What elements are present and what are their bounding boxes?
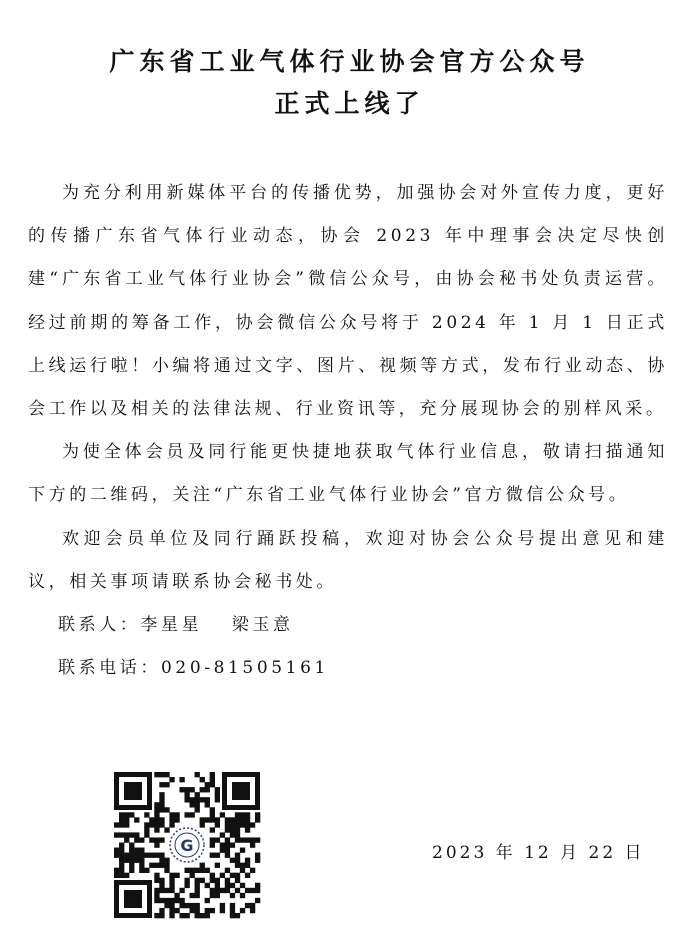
logo-letter: G [180, 836, 194, 855]
contact-phone: 联系电话：020-81505161 [58, 658, 329, 679]
wechat-qr-code-icon [112, 770, 262, 920]
paragraph-2: 为使全体会员及同行能更快捷地获取气体行业信息，敬请扫描通知下方的二维码，关注“广东省工业气体行业协会”官方微信公众号。 [28, 442, 668, 506]
issue-date: 2023 年 12 月 22 日 [432, 843, 645, 863]
paragraph-1: 为充分利用新媒体平台的传播优势，加强协会对外宣传力度，更好的传播广东省气体行业动态，协会 2023 年中理事会决定尽快创建“广东省工业气体行业协会”微信公众号，由协会秘书处负责运营。经过前期的筹备工作，协会微信公众号将于 2024 年 1 月 1 日正式上线运行啦！小编将通过文字、图片、视频等方式，发布行业动态、协会工作以及相关的法律法规、行业资讯等，充分展现协会的别样风采。 [28, 183, 668, 420]
page-title: 广东省工业气体行业协会官方公众号 [109, 47, 590, 76]
page-subtitle: 正式上线了 [274, 89, 425, 118]
paragraph-3: 欢迎会员单位及同行踊跃投稿，欢迎对协会公众号提出意见和建议，相关事项请联系协会秘书处。 [28, 528, 668, 592]
contact-people: 联系人：李星星 梁玉意 [58, 615, 294, 636]
association-logo-icon [167, 825, 207, 865]
notice-body [28, 172, 668, 690]
